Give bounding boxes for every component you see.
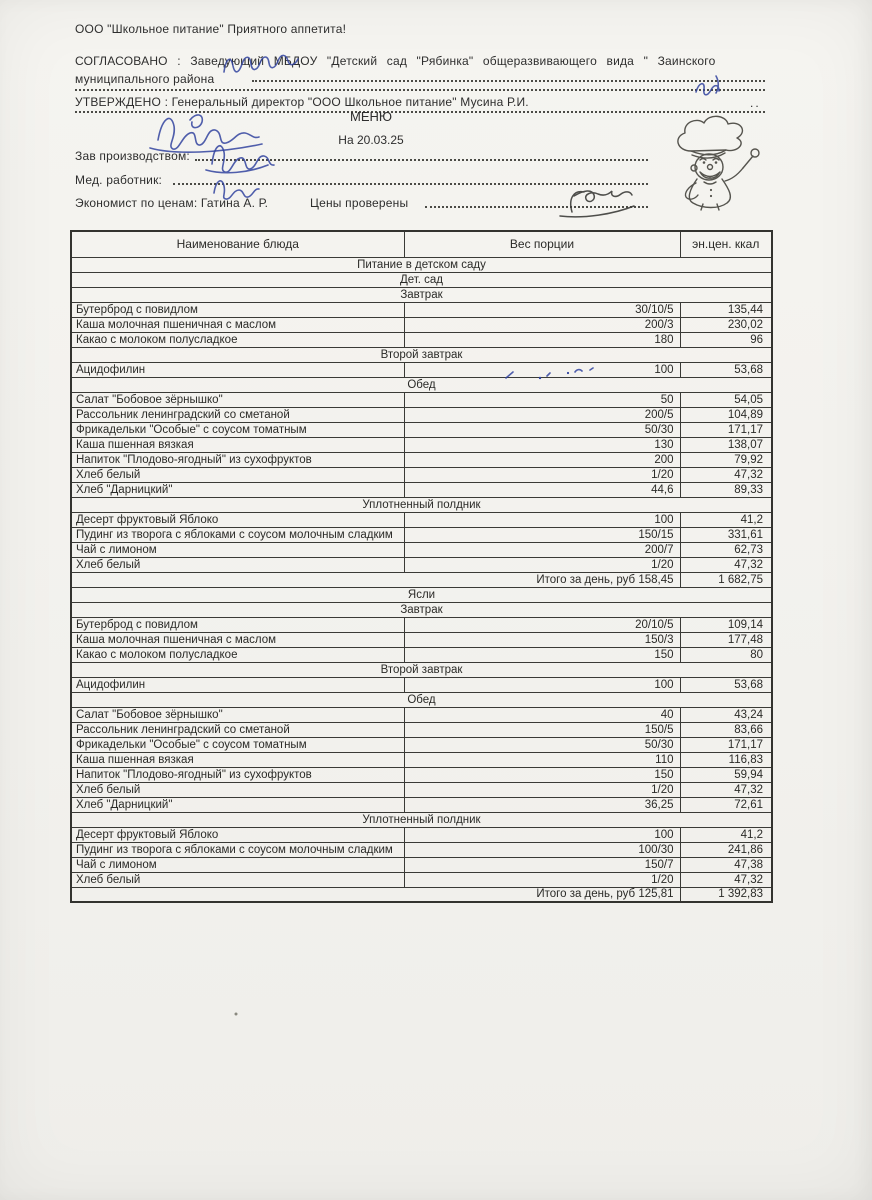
dish-row	[71, 512, 772, 527]
chef-ear	[691, 165, 697, 171]
dish-weight: 100	[404, 362, 680, 377]
chef-ladle-icon	[743, 156, 753, 168]
dish-weight: 30/10/5	[404, 302, 680, 317]
chef-hat-band	[691, 150, 726, 158]
dish-weight: 180	[404, 332, 680, 347]
section-label: Второй завтрак	[71, 347, 772, 362]
dish-row	[71, 632, 772, 647]
dish-weight: 100	[404, 512, 680, 527]
section-row	[71, 497, 772, 512]
total-row	[71, 887, 772, 902]
dish-weight: 200/5	[404, 407, 680, 422]
chef-face	[695, 154, 723, 180]
section-label: Обед	[71, 692, 772, 707]
dish-kcal: 177,48	[680, 632, 772, 647]
dish-row	[71, 422, 772, 437]
dish-row	[71, 302, 772, 317]
economist-label: Экономист по ценам: Гатина А. Р.	[75, 196, 269, 210]
total-label: Итого за день, руб 125,81	[71, 887, 680, 902]
dish-name: Хлеб белый	[71, 557, 404, 572]
dish-row	[71, 527, 772, 542]
section-label: Завтрак	[71, 287, 772, 302]
dish-kcal: 62,73	[680, 542, 772, 557]
dish-name: Десерт фруктовый Яблоко	[71, 512, 404, 527]
paper-speck	[235, 1013, 238, 1016]
section-label: Дет. сад	[71, 272, 772, 287]
dish-row	[71, 767, 772, 782]
dish-row	[71, 707, 772, 722]
dish-kcal: 79,92	[680, 452, 772, 467]
dish-weight: 150/15	[404, 527, 680, 542]
dish-kcal: 80	[680, 647, 772, 662]
chef-eye	[715, 161, 718, 164]
dish-kcal: 53,68	[680, 677, 772, 692]
dish-name: Хлеб белый	[71, 467, 404, 482]
dish-row	[71, 542, 772, 557]
dish-kcal: 47,38	[680, 857, 772, 872]
section-row	[71, 587, 772, 602]
dish-name: Фрикадельки "Особые" с соусом томатным	[71, 422, 404, 437]
dish-row	[71, 617, 772, 632]
dish-kcal: 53,68	[680, 362, 772, 377]
dish-kcal: 43,24	[680, 707, 772, 722]
dish-name: Хлеб "Дарницкий"	[71, 482, 404, 497]
chef-mascot-illustration	[678, 116, 759, 210]
dish-name: Фрикадельки "Особые" с соусом томатным	[71, 737, 404, 752]
dish-name: Рассольник ленинградский со сметаной	[71, 407, 404, 422]
dish-row	[71, 557, 772, 572]
section-row	[71, 347, 772, 362]
dish-name: Каша пшенная вязкая	[71, 752, 404, 767]
dish-weight: 1/20	[404, 782, 680, 797]
menu-table	[70, 230, 773, 903]
section-row	[71, 257, 772, 272]
dish-kcal: 59,94	[680, 767, 772, 782]
dish-kcal: 89,33	[680, 482, 772, 497]
dish-kcal: 47,32	[680, 872, 772, 887]
dish-name: Напиток "Плодово-ягодный" из сухофруктов	[71, 767, 404, 782]
dish-row	[71, 797, 772, 812]
dish-weight: 200/3	[404, 317, 680, 332]
dish-row	[71, 362, 772, 377]
dish-name: Салат "Бобовое зёрнышко"	[71, 707, 404, 722]
dish-kcal: 41,2	[680, 827, 772, 842]
dish-name: Чай с лимоном	[71, 542, 404, 557]
chef-arm-left	[685, 183, 698, 199]
dish-weight: 150/5	[404, 722, 680, 737]
dish-weight: 20/10/5	[404, 617, 680, 632]
dish-kcal: 41,2	[680, 512, 772, 527]
dish-kcal: 72,61	[680, 797, 772, 812]
chef-chin	[704, 182, 716, 184]
section-row	[71, 602, 772, 617]
chef-nose	[708, 165, 713, 170]
section-label: Ясли	[71, 587, 772, 602]
dotted-line	[425, 196, 648, 208]
dish-kcal: 47,32	[680, 782, 772, 797]
dish-row	[71, 857, 772, 872]
dish-row	[71, 842, 772, 857]
dish-row	[71, 827, 772, 842]
dish-name: Десерт фруктовый Яблоко	[71, 827, 404, 842]
dish-name: Бутерброд с повидлом	[71, 302, 404, 317]
dish-name: Ацидофилин	[71, 677, 404, 692]
dotted-line	[195, 149, 648, 161]
dish-name: Чай с лимоном	[71, 857, 404, 872]
dish-weight: 50/30	[404, 737, 680, 752]
dish-name: Рассольник ленинградский со сметаной	[71, 722, 404, 737]
dish-name: Пудинг из творога с яблоками с соусом молочным сладким	[71, 527, 404, 542]
chef-arm-right	[725, 168, 743, 181]
chef-button	[710, 195, 712, 197]
menu-table-body	[71, 257, 772, 902]
dish-kcal: 230,02	[680, 317, 772, 332]
section-row	[71, 812, 772, 827]
col-header-dish: Наименование блюда	[71, 231, 404, 257]
dish-row	[71, 317, 772, 332]
total-kcal: 1 392,83	[680, 887, 772, 902]
dish-name: Какао с молоком полусладкое	[71, 332, 404, 347]
dish-row	[71, 392, 772, 407]
medical-worker-label: Мед. работник:	[75, 173, 163, 187]
dish-weight: 1/20	[404, 872, 680, 887]
dish-name: Каша молочная пшеничная с маслом	[71, 317, 404, 332]
dish-kcal: 116,83	[680, 752, 772, 767]
dish-weight: 100/30	[404, 842, 680, 857]
dish-row	[71, 437, 772, 452]
dish-row	[71, 752, 772, 767]
approved-suffix: ..	[750, 96, 761, 110]
dish-row	[71, 782, 772, 797]
dish-name: Салат "Бобовое зёрнышко"	[71, 392, 404, 407]
table-header-row	[71, 231, 772, 257]
company-line: ООО "Школьное питание" Приятного аппетита!	[75, 22, 347, 36]
dish-name: Пудинг из творога с яблоками с соусом молочным сладким	[71, 842, 404, 857]
dish-kcal: 138,07	[680, 437, 772, 452]
dish-weight: 150/7	[404, 857, 680, 872]
section-row	[71, 662, 772, 677]
dish-weight: 130	[404, 437, 680, 452]
section-row	[71, 692, 772, 707]
dish-weight: 44,6	[404, 482, 680, 497]
prices-checked-label: Цены проверены	[310, 196, 409, 210]
dish-weight: 150	[404, 767, 680, 782]
dish-name: Каша молочная пшеничная с маслом	[71, 632, 404, 647]
chef-feet	[701, 204, 719, 210]
dish-weight: 150/3	[404, 632, 680, 647]
dish-weight: 1/20	[404, 467, 680, 482]
menu-title: МЕНЮ	[349, 109, 393, 124]
dish-row	[71, 722, 772, 737]
dish-kcal: 47,32	[680, 557, 772, 572]
chef-eye	[703, 161, 706, 164]
chef-body	[689, 179, 730, 208]
section-label: Уплотненный полдник	[71, 812, 772, 827]
dish-kcal: 47,32	[680, 467, 772, 482]
total-kcal: 1 682,75	[680, 572, 772, 587]
dish-kcal: 241,86	[680, 842, 772, 857]
dish-weight: 36,25	[404, 797, 680, 812]
total-row	[71, 572, 772, 587]
section-row	[71, 287, 772, 302]
production-manager-label: Зав производством:	[75, 149, 190, 163]
chef-button	[710, 189, 712, 191]
dish-name: Хлеб "Дарницкий"	[71, 797, 404, 812]
dish-name: Хлеб белый	[71, 872, 404, 887]
section-label: Обед	[71, 377, 772, 392]
dish-weight: 100	[404, 827, 680, 842]
menu-date: На 20.03.25	[338, 133, 404, 147]
dish-weight: 50	[404, 392, 680, 407]
chef-hat-icon	[678, 116, 743, 151]
dish-row	[71, 647, 772, 662]
chef-ladle-bowl	[751, 149, 759, 157]
dish-name: Напиток "Плодово-ягодный" из сухофруктов	[71, 452, 404, 467]
section-row	[71, 377, 772, 392]
dish-weight: 50/30	[404, 422, 680, 437]
approved-line: УТВЕРЖДЕНО : Генеральный директор "ООО Школьное питание" Мусина Р.И.	[75, 95, 529, 109]
section-label: Уплотненный полдник	[71, 497, 772, 512]
agreed-line-1: СОГЛАСОВАНО : Заведующий МБДОУ "Детский сад "Рябинка" общеразвивающего вида " Заинского	[75, 54, 716, 68]
dish-weight: 100	[404, 677, 680, 692]
section-label: Питание в детском саду	[71, 257, 772, 272]
dish-row	[71, 332, 772, 347]
agreed-line-2: муниципального района	[75, 72, 215, 86]
dish-kcal: 96	[680, 332, 772, 347]
dish-name: Какао с молоком полусладкое	[71, 647, 404, 662]
dish-name: Ацидофилин	[71, 362, 404, 377]
dish-row	[71, 452, 772, 467]
dish-row	[71, 482, 772, 497]
dish-row	[71, 467, 772, 482]
chef-brows	[700, 159, 719, 161]
section-label: Второй завтрак	[71, 662, 772, 677]
dish-kcal: 171,17	[680, 422, 772, 437]
chef-mustache	[700, 172, 720, 178]
dotted-line	[173, 173, 648, 185]
dish-row	[71, 737, 772, 752]
dish-row	[71, 407, 772, 422]
dish-name: Бутерброд с повидлом	[71, 617, 404, 632]
dish-kcal: 109,14	[680, 617, 772, 632]
dish-kcal: 331,61	[680, 527, 772, 542]
dish-name: Хлеб белый	[71, 782, 404, 797]
dish-kcal: 135,44	[680, 302, 772, 317]
dish-kcal: 83,66	[680, 722, 772, 737]
dish-row	[71, 872, 772, 887]
col-header-kcal: эн.цен. ккал	[680, 231, 772, 257]
section-label: Завтрак	[71, 602, 772, 617]
dish-weight: 1/20	[404, 557, 680, 572]
dish-kcal: 171,17	[680, 737, 772, 752]
dish-weight: 200/7	[404, 542, 680, 557]
dish-weight: 150	[404, 647, 680, 662]
dotted-line	[75, 79, 765, 91]
col-header-weight: Вес порции	[404, 231, 680, 257]
section-row	[71, 272, 772, 287]
dish-kcal: 54,05	[680, 392, 772, 407]
dish-weight: 200	[404, 452, 680, 467]
dish-kcal: 104,89	[680, 407, 772, 422]
dish-name: Каша пшенная вязкая	[71, 437, 404, 452]
dish-row	[71, 677, 772, 692]
total-label: Итого за день, руб 158,45	[71, 572, 680, 587]
dish-weight: 40	[404, 707, 680, 722]
dish-weight: 110	[404, 752, 680, 767]
